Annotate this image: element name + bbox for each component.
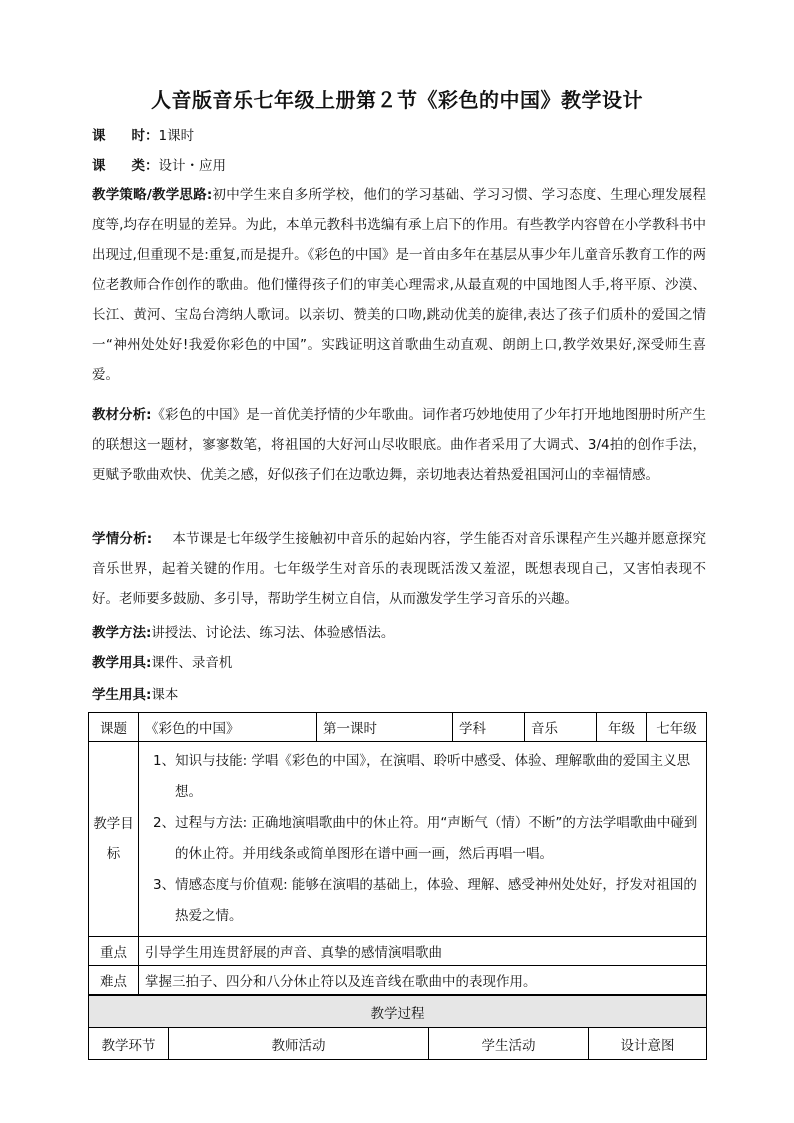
- difficult-text: 掌握三拍子、四分和八分休止符以及连音线在歌曲中的表现作用。: [139, 966, 707, 995]
- table-cell: 年级: [597, 713, 647, 742]
- goals-list: [145, 742, 700, 936]
- document-title: 人音版音乐七年级上册第２节《彩色的中国》教学设计: [151, 88, 643, 112]
- section-teaching-tools: [92, 648, 706, 678]
- table-cell: 第一课时: [317, 713, 453, 742]
- lesson-plan-table: [88, 712, 707, 995]
- goals-label: 教学目标: [89, 742, 139, 937]
- section-label: 教材分析:: [92, 407, 152, 423]
- section-student-tools: [92, 680, 706, 710]
- meta-label-type: 课类：: [92, 158, 159, 174]
- meta-value-type: 设计・应用: [158, 158, 226, 174]
- process-header: 设计意图: [589, 1028, 707, 1060]
- section-text: 课件、录音机: [151, 655, 233, 671]
- list-item: 1、知识与技能: 学唱《彩色的中国》，在演唱、聆听中感受、体验、理解歌曲的爱国主义思想。: [153, 753, 691, 800]
- section-label: 学情分析:: [92, 531, 153, 547]
- table-row: [89, 713, 707, 742]
- section-text: 《彩色的中国》是一首优美抒情的少年歌曲。词作者巧妙地使用了少年打开地地图册时所产生的联想这一题材，寥寥数笔，将祖国的大好河山尽收眼底。曲作者采用了大调式、3/4拍的创作手法，更赋予歌曲欢快、优美之感，好似孩子们在边歌边舞，亲切地表达着热爱祖国河山的幸福情感。: [92, 407, 706, 483]
- section-label: 教学用具:: [92, 655, 152, 671]
- process-header: 教师活动: [169, 1028, 429, 1060]
- section-text: 本节课是七年级学生接触初中音乐的起始内容，学生能否对音乐课程产生兴趣并愿意探究音乐世界，起着关键的作用。七年级学生对音乐的表现既活泼又羞涩，既想表现自己，又害怕表现不好。老师要多鼓励、多引导，帮助学生树立自信，从而激发学生学习音乐的兴趣。: [92, 531, 706, 607]
- section-material-analysis: [92, 400, 706, 490]
- section-teaching-method: [92, 618, 706, 648]
- section-text: 初中学生来自多所学校，他们的学习基础、学习习惯、学习态度、生理心理发展程度等,均存在明显的差异。为此，本单元教科书选编有承上启下的作用。有些教学内容曾在小学教科书中出现过,但重现不是:重复,而是提升。《彩色的中国》是一首由多年在基层从事少年儿童音乐教育工作的两位老教师合作创作的歌曲。他们懂得孩子们的审美心理需求,从最直观的中国地图人手,将平原、沙漠、长江、黄河、宝岛台湾纳人歌词。以亲切、赞美的口吻,跳动优美的旋律,表达了孩子们质朴的爱国之情一“神州处处好!我爱你彩色的中国”。实践证明这首歌曲生动直观、朗朗上口,教学效果好,深受师生喜爱。: [92, 187, 706, 383]
- table-cell: 学科: [453, 713, 525, 742]
- section-label: 学生用具:: [92, 687, 152, 703]
- goals-cell: [139, 742, 707, 937]
- process-title: 教学过程: [89, 996, 707, 1028]
- list-item: 3、情感态度与价值观: 能够在演唱的基础上，体验、理解、感受神州处处好，抒发对祖国的热爱之情。: [153, 877, 697, 924]
- list-item: 2、过程与方法: 正确地演唱歌曲中的休止符。用“声断气（情）不断”的方法学唱歌曲中碰到的休止符。并用线条或简单图形在谱中画一画，然后再唱一唱。: [153, 815, 698, 862]
- table-row: [89, 996, 707, 1028]
- section-text: 讲授法、讨论法、练习法、体验感悟法。: [151, 625, 395, 641]
- meta-value-hours: 1课时: [158, 128, 195, 144]
- table-row-difficult: [89, 966, 707, 995]
- section-strategy: [92, 180, 706, 390]
- meta-class-type: [92, 156, 226, 176]
- table-cell: 音乐: [525, 713, 597, 742]
- section-label: 教学方法:: [92, 625, 152, 641]
- section-text: 课本: [151, 687, 179, 703]
- meta-class-hours: [92, 126, 194, 146]
- table-cell: 《彩色的中国》: [139, 713, 317, 742]
- process-header: 学生活动: [429, 1028, 589, 1060]
- section-student-analysis: [92, 524, 706, 614]
- difficult-label: 难点: [89, 966, 139, 995]
- table-cell: 课题: [89, 713, 139, 742]
- key-label: 重点: [89, 937, 139, 966]
- process-header: 教学环节: [89, 1028, 169, 1060]
- process-table: [88, 995, 707, 1060]
- table-row-goals: [89, 742, 707, 937]
- key-text: 引导学生用连贯舒展的声音、真挚的感情演唱歌曲: [139, 937, 707, 966]
- table-cell: 七年级: [647, 713, 707, 742]
- table-row-key: [89, 937, 707, 966]
- meta-label-hours: 课时：: [92, 128, 159, 144]
- section-label: 教学策略/教学思路:: [92, 187, 213, 203]
- table-row: [89, 1028, 707, 1060]
